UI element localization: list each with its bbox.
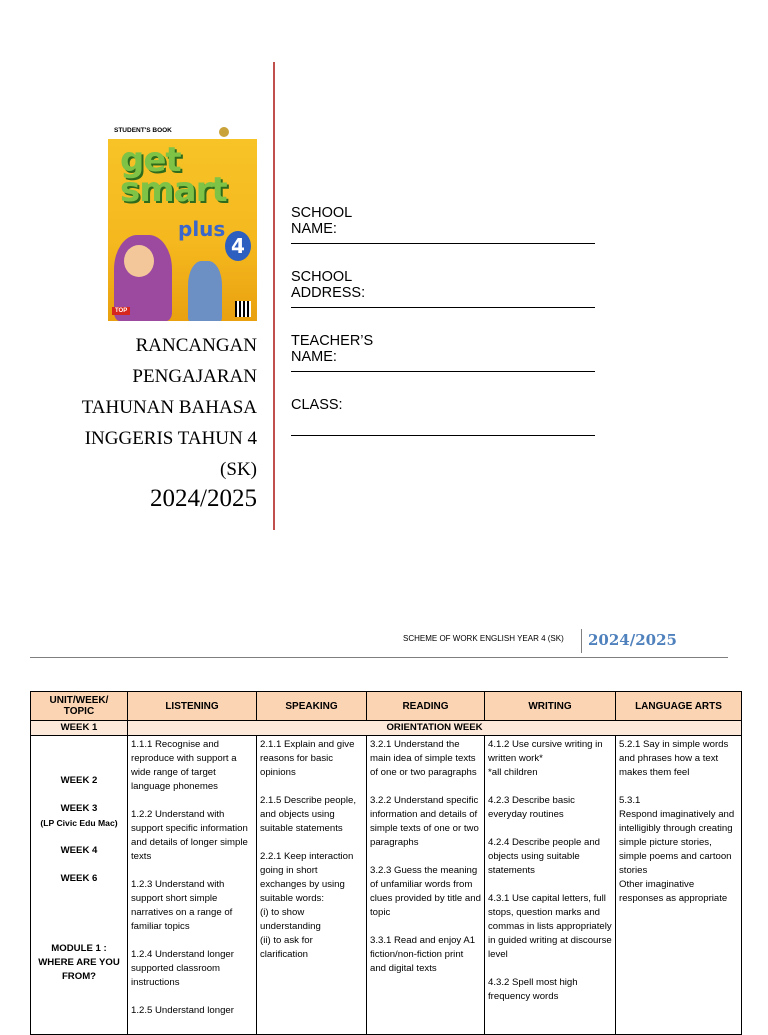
learning-standard: 4.3.2 Spell most high frequency words: [488, 977, 578, 1002]
orientation-label-cell: ORIENTATION WEEK: [128, 721, 742, 736]
learning-standard: 3.2.3 Guess the meaning of unfamiliar words from clues provided by title and topic: [370, 865, 481, 918]
learning-standard: 4.2.3 Describe basic everyday routines: [488, 795, 575, 820]
column-header-speaking: SPEAKING: [257, 692, 367, 721]
orientation-week-cell: WEEK 1: [31, 721, 128, 736]
book-badge: TOP: [112, 307, 130, 315]
column-header-unit: [31, 692, 128, 721]
book-cover-header-text: STUDENT'S BOOK: [114, 127, 172, 134]
teacher-name-label: TEACHER’S NAME:: [291, 333, 374, 365]
book-logo-plus: plus: [178, 217, 226, 241]
learning-standard: 1.1.1 Recognise and reproduce with support a wide range of target language phonemes: [131, 739, 237, 792]
document-title: [40, 330, 257, 485]
ministry-emblem-icon: [219, 127, 229, 137]
school-name-label: SCHOOL NAME:: [291, 205, 352, 237]
learning-standard: 2.1.5 Describe people, and objects using suitable statements: [260, 795, 356, 834]
book-cover-header: [108, 125, 257, 139]
book-cover-image: [108, 125, 257, 321]
class-blank[interactable]: [291, 435, 595, 436]
header-rule: [30, 657, 728, 658]
writing-cell: [485, 736, 616, 1035]
school-address-blank[interactable]: [291, 307, 595, 308]
learning-standard: 1.2.4 Understand longer supported classroom instructions: [131, 949, 234, 988]
week-label: WEEK 2: [60, 775, 98, 786]
column-header-reading: READING: [367, 692, 485, 721]
book-level-number: 4: [225, 231, 251, 261]
learning-standard: 2.1.1 Explain and give reasons for basic opinions: [260, 739, 355, 778]
language-arts-cell: [616, 736, 742, 1035]
learning-standard: 1.2.3 Understand with support short simple narratives on a range of familiar topics: [131, 879, 233, 932]
learning-standard: 3.2.2 Understand specific information and details of simple texts of one or two paragraphs: [370, 795, 479, 848]
school-name-blank[interactable]: [291, 243, 595, 244]
title-line: TAHUNAN BAHASA: [81, 397, 257, 418]
learning-standard: 4.1.2 Use cursive writing in written work* *all children: [488, 739, 603, 778]
column-header-writing: WRITING: [485, 692, 616, 721]
week-label: WEEK 3: [60, 803, 98, 814]
boy-illustration-icon: [188, 261, 222, 321]
learning-standard: 2.2.1 Keep interaction going in short exchanges by using suitable words: (i) to show understanding (ii) to ask for clarification: [260, 851, 354, 960]
title-line: (SK): [220, 459, 257, 480]
learning-standard: 1.2.2 Understand with support specific information and details of longer simple texts: [131, 809, 248, 862]
learning-standard: 4.3.1 Use capital letters, full stops, question marks and commas in lists appropriately in guided writing at discourse level: [488, 893, 612, 960]
scheme-of-work-heading: SCHEME OF WORK ENGLISH YEAR 4 (SK): [403, 634, 564, 643]
listening-cell: [128, 736, 257, 1035]
module-title: MODULE 1 : WHERE ARE YOU FROM?: [38, 943, 120, 982]
learning-standard: 1.2.5 Understand longer: [131, 1005, 234, 1016]
table-row: [31, 736, 742, 1035]
week-cell: [31, 736, 128, 1035]
title-line: INGGERIS TAHUN 4: [84, 428, 257, 449]
table-header-row: [31, 692, 742, 721]
week-note: (LP Civic Edu Mac): [40, 818, 118, 828]
class-label: CLASS:: [291, 397, 343, 413]
book-cover-logo: [120, 140, 227, 210]
title-line: PENGAJARAN: [132, 366, 257, 387]
school-address-label: SCHOOL ADDRESS:: [291, 269, 366, 301]
book-logo-line1: get: [120, 140, 181, 180]
title-line: RANCANGAN: [135, 335, 257, 356]
learning-standard: 3.2.1 Understand the main idea of simple texts of one or two paragraphs: [370, 739, 477, 778]
column-header-language-arts: LANGUAGE ARTS: [616, 692, 742, 721]
column-header-listening: LISTENING: [128, 692, 257, 721]
orientation-row: [31, 721, 742, 736]
reading-cell: [367, 736, 485, 1035]
column-header-text: UNIT/WEEK/ TOPIC: [49, 695, 109, 717]
learning-standard: 4.2.4 Describe people and objects using suitable statements: [488, 837, 601, 876]
week-label: WEEK 6: [60, 873, 98, 884]
speaking-cell: [257, 736, 367, 1035]
document-year: 2024/2025: [150, 485, 257, 512]
learning-standard: 3.3.1 Read and enjoy A1 fiction/non-fiction print and digital texts: [370, 935, 476, 974]
book-logo-line2: smart: [120, 170, 227, 210]
header-year: 2024/2025: [588, 631, 677, 649]
qr-code-icon: [235, 301, 251, 317]
header-separator: [581, 629, 582, 653]
scheme-of-work-table: [30, 691, 742, 1035]
girl-face-illustration-icon: [124, 245, 154, 277]
teacher-name-blank[interactable]: [291, 371, 595, 372]
learning-standard: 5.3.1 Respond imaginatively and intelligibly through creating simple picture stories, simple poems and cartoon stories Other imaginative responses as appropriate: [619, 795, 735, 904]
cover-divider: [273, 62, 275, 530]
learning-standard: 5.2.1 Say in simple words and phrases how a text makes them feel: [619, 739, 729, 778]
week-label: WEEK 4: [60, 845, 98, 856]
